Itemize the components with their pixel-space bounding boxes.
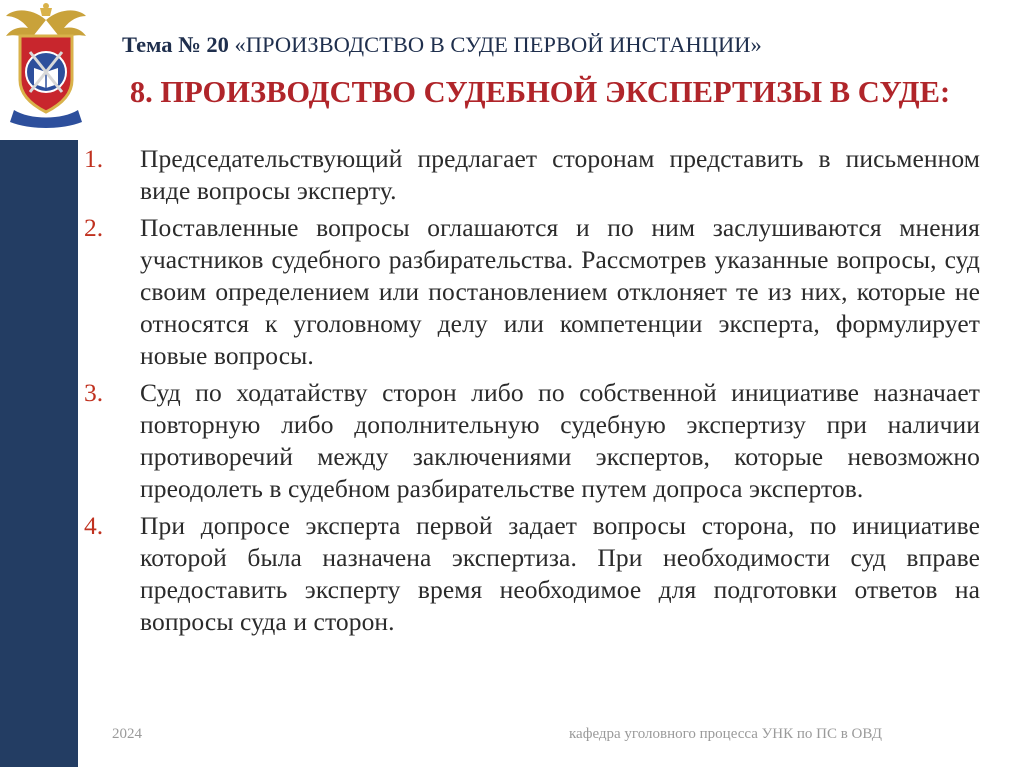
item-text: Поставленные вопросы оглашаются и по ним заслушиваются мнения участников судебного разбирательства. Рассмотрев указанные вопросы, суд своим определением или постановлением отклоняет те из них, которые не относятся к уголовному делу или компетенции эксперта, формулирует новые вопросы. — [140, 213, 980, 370]
list-item — [84, 510, 980, 638]
list-item — [84, 377, 980, 505]
item-number: 1. — [84, 144, 104, 173]
emblem-icon — [4, 2, 88, 132]
topic-prefix: Тема № 20 — [122, 32, 229, 57]
item-number: 2. — [84, 213, 104, 242]
item-text: Председательствующий предлагает сторонам представить в письменном виде вопросы эксперту. — [140, 144, 980, 205]
topic-line — [122, 32, 902, 58]
slide-heading: 8. ПРОИЗВОДСТВО СУДЕБНОЙ ЭКСПЕРТИЗЫ В СУДЕ: — [129, 75, 951, 109]
footer-year: 2024 — [112, 726, 142, 742]
item-number: 3. — [84, 378, 104, 407]
numbered-list — [84, 143, 980, 643]
footer-department: кафедра уголовного процесса УНК по ПС в ОВД — [569, 726, 883, 742]
topic-title: «ПРОИЗВОДСТВО В СУДЕ ПЕРВОЙ ИНСТАНЦИИ» — [234, 32, 762, 57]
list-item — [84, 212, 980, 372]
list-item — [84, 143, 980, 207]
item-number: 4. — [84, 511, 104, 540]
left-sidebar-bar — [0, 140, 78, 767]
item-text: Суд по ходатайству сторон либо по собственной инициативе назначает повторную либо дополнительную судебную экспертизу при наличии противоречий между заключениями экспертов, которые невозможно преодолеть в судебном разбирательстве путем допроса экспертов. — [140, 378, 980, 503]
item-text: При допросе эксперта первой задает вопросы сторона, по инициативе которой была назначена экспертиза. При необходимости суд вправе предоставить эксперту время необходимое для подготовки ответов на вопросы суда и сторон. — [140, 511, 980, 636]
